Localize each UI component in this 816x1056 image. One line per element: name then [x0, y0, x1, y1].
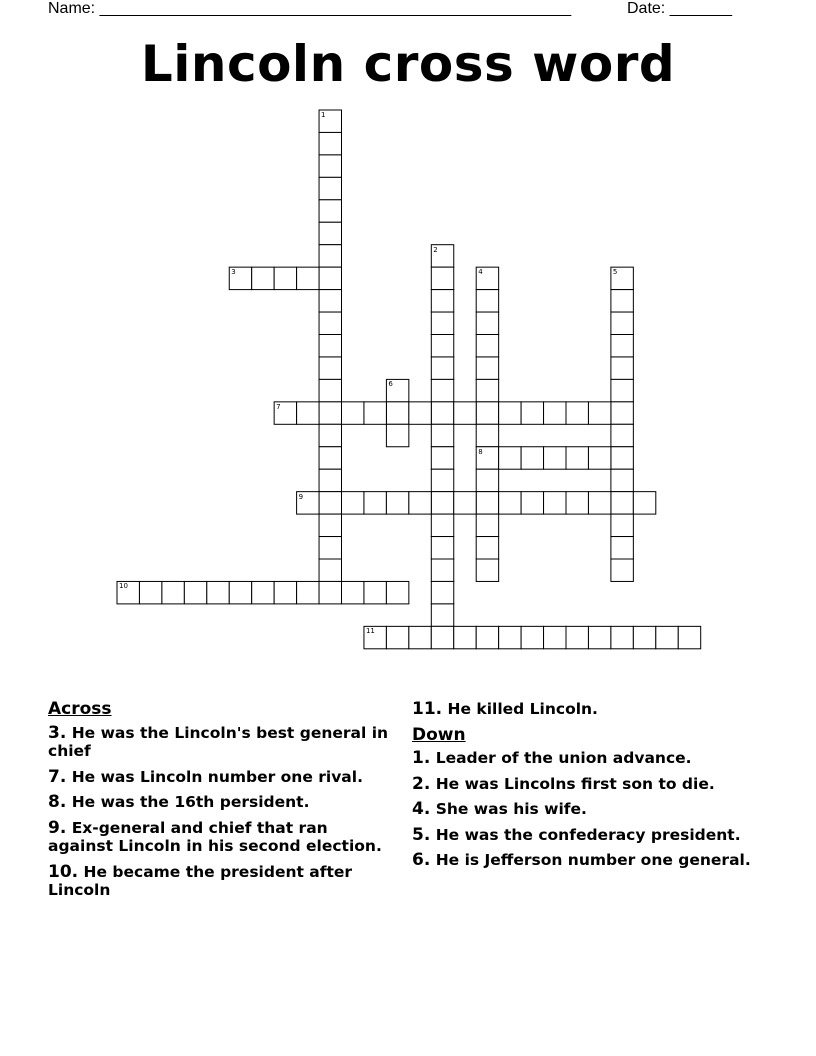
grid-cell[interactable]: [319, 424, 341, 446]
clue-number: 11.: [412, 699, 443, 719]
clue-number-label: 3: [231, 268, 236, 277]
grid-cell[interactable]: [476, 469, 498, 491]
grid-cell[interactable]: [319, 132, 341, 154]
clue-number-label: 7: [276, 402, 281, 411]
clue-number-label: 11: [365, 627, 375, 636]
grid-cell[interactable]: [297, 581, 319, 603]
clue-text: Ex-general and chief that ran against Lincoln in his second election.: [48, 818, 382, 855]
clue-number: 10.: [48, 861, 79, 882]
grid-cell[interactable]: [544, 492, 566, 514]
grid-cell[interactable]: [611, 626, 633, 648]
grid-cell[interactable]: [588, 402, 610, 424]
clue-number-label: 9: [298, 492, 304, 501]
grid-cell[interactable]: [207, 581, 229, 603]
grid-cell[interactable]: [476, 402, 498, 424]
clue-down-5: [412, 826, 757, 845]
grid-cell[interactable]: [611, 335, 633, 357]
grid-cell[interactable]: [611, 357, 633, 379]
grid-cell[interactable]: [611, 424, 633, 446]
clue-across-7: [48, 768, 393, 787]
grid-cell[interactable]: [611, 312, 633, 334]
grid-cell[interactable]: [566, 402, 588, 424]
grid-cell[interactable]: [319, 402, 341, 424]
clue-text: He killed Lincoln.: [442, 700, 598, 718]
clue-number-label: 8: [478, 447, 483, 456]
grid-cell[interactable]: [611, 379, 633, 401]
clues-left-column: [48, 700, 393, 907]
grid-cell[interactable]: [588, 492, 610, 514]
grid-cell[interactable]: [611, 537, 633, 559]
grid-cell[interactable]: [319, 290, 341, 312]
grid-cell[interactable]: [409, 402, 431, 424]
grid-cell[interactable]: [633, 626, 655, 648]
clue-text: He is Jefferson number one general.: [430, 851, 751, 869]
grid-cell[interactable]: [431, 447, 453, 469]
grid-cell[interactable]: [342, 402, 364, 424]
grid-cell[interactable]: [319, 447, 341, 469]
clue-down-6: [412, 851, 757, 870]
clue-down-1: [412, 749, 757, 768]
grid-cell[interactable]: [319, 357, 341, 379]
grid-cell[interactable]: [431, 581, 453, 603]
grid-cell[interactable]: [521, 402, 543, 424]
grid-cell[interactable]: [342, 492, 364, 514]
grid-cell[interactable]: [386, 492, 408, 514]
clue-number-label: 6: [388, 380, 393, 389]
grid-cell[interactable]: [499, 402, 521, 424]
grid-cell[interactable]: [521, 492, 543, 514]
grid-cell[interactable]: [364, 581, 386, 603]
grid-cell[interactable]: [454, 626, 476, 648]
grid-cell[interactable]: [521, 447, 543, 469]
grid-cell[interactable]: [521, 626, 543, 648]
grid-cell[interactable]: [297, 402, 319, 424]
grid-cell[interactable]: [319, 155, 341, 177]
grid-cell[interactable]: [386, 581, 408, 603]
clue-number: 4.: [412, 799, 431, 819]
grid-cell[interactable]: [319, 222, 341, 244]
clue-number: 7.: [48, 766, 67, 787]
grid-cell[interactable]: [319, 312, 341, 334]
clue-number: 5.: [412, 824, 431, 845]
clue-across-9: [48, 819, 393, 856]
grid-cell[interactable]: [319, 267, 341, 289]
grid-cell[interactable]: [476, 514, 498, 536]
grid-cell[interactable]: [319, 492, 341, 514]
page-title: Lincoln cross word: [140, 35, 676, 93]
grid-cell[interactable]: [678, 626, 700, 648]
grid-cell[interactable]: [184, 581, 206, 603]
grid-cell[interactable]: [319, 469, 341, 491]
grid-cell[interactable]: [454, 492, 476, 514]
grid-cell[interactable]: [431, 492, 453, 514]
grid-cell[interactable]: [611, 514, 633, 536]
clue-text: He was the Lincoln's best general in chief: [48, 723, 389, 760]
clue-number: 9.: [48, 817, 67, 838]
grid-cell[interactable]: [297, 267, 319, 289]
grid-cell[interactable]: [476, 626, 498, 648]
grid-cell[interactable]: [431, 424, 453, 446]
grid-cell[interactable]: [476, 290, 498, 312]
clue-text: He became the president after Lincoln: [48, 862, 353, 899]
clue-down-2: [412, 775, 757, 794]
clue-number: 6.: [412, 850, 431, 870]
grid-cell[interactable]: [611, 447, 633, 469]
grid-cell[interactable]: [476, 312, 498, 334]
grid-cell[interactable]: [319, 177, 341, 199]
grid-cell[interactable]: [319, 335, 341, 357]
grid-cell[interactable]: [566, 447, 588, 469]
grid-cell[interactable]: [566, 492, 588, 514]
grid-cell[interactable]: [252, 581, 274, 603]
grid-cell[interactable]: [611, 492, 633, 514]
clue-across-10: [48, 863, 393, 900]
grid-cell[interactable]: [431, 626, 453, 648]
grid-cell[interactable]: [476, 537, 498, 559]
clue-text: He was the 16th persident.: [66, 793, 310, 811]
grid-cell[interactable]: [319, 514, 341, 536]
grid-cell[interactable]: [319, 581, 341, 603]
grid-cell[interactable]: [162, 581, 184, 603]
grid-cell[interactable]: [274, 267, 296, 289]
date-field-label: Date: _______: [627, 0, 732, 17]
grid-cell[interactable]: [499, 492, 521, 514]
clue-text: He was the confederacy president.: [430, 825, 741, 844]
grid-cell[interactable]: [476, 379, 498, 401]
grid-cell[interactable]: [544, 447, 566, 469]
clue-down-4: [412, 800, 757, 819]
grid-cell[interactable]: [274, 581, 296, 603]
grid-cell[interactable]: [139, 581, 161, 603]
clue-text: She was his wife.: [430, 800, 587, 818]
grid-cell[interactable]: [588, 626, 610, 648]
grid-cell[interactable]: [499, 447, 521, 469]
grid-cell[interactable]: [319, 200, 341, 222]
grid-cell[interactable]: [431, 469, 453, 491]
grid-cell[interactable]: [544, 626, 566, 648]
clue-across-3: [48, 724, 393, 761]
clue-number: 2.: [412, 773, 431, 794]
grid-cell[interactable]: [431, 290, 453, 312]
grid-cell[interactable]: [431, 312, 453, 334]
grid-cell[interactable]: [431, 559, 453, 581]
clue-number: 3.: [48, 722, 67, 743]
grid-cell[interactable]: [431, 514, 453, 536]
grid-cell[interactable]: [431, 537, 453, 559]
clues-right-column: [412, 700, 757, 877]
grid-cell[interactable]: [611, 559, 633, 581]
grid-cell[interactable]: [319, 537, 341, 559]
grid-cell[interactable]: [588, 447, 610, 469]
grid-cell[interactable]: [499, 626, 521, 648]
grid-cell[interactable]: [476, 424, 498, 446]
grid-cell[interactable]: [319, 245, 341, 267]
across-heading: Across: [48, 699, 112, 719]
grid-cell[interactable]: [364, 492, 386, 514]
grid-cell[interactable]: [476, 335, 498, 357]
clue-number-label: 5: [612, 268, 618, 277]
grid-cell[interactable]: [431, 604, 453, 626]
grid-cell[interactable]: [611, 290, 633, 312]
grid-cell[interactable]: [476, 357, 498, 379]
grid-cell[interactable]: [431, 357, 453, 379]
grid-cell[interactable]: [476, 559, 498, 581]
clue-across-8: [48, 793, 393, 812]
name-field-label: Name: _____________________________________________________: [48, 0, 572, 17]
grid-cell[interactable]: [611, 402, 633, 424]
grid-cell[interactable]: [431, 335, 453, 357]
clue-text: He was Lincolns first son to die.: [430, 774, 715, 793]
grid-cell[interactable]: [431, 267, 453, 289]
grid-cell[interactable]: [386, 424, 408, 446]
grid-cell[interactable]: [364, 402, 386, 424]
grid-cell[interactable]: [386, 402, 408, 424]
grid-cell[interactable]: [252, 267, 274, 289]
clue-text: Leader of the union advance.: [430, 749, 692, 767]
clue-text: He was Lincoln number one rival.: [66, 767, 363, 786]
clue-number: 1.: [412, 748, 431, 768]
clue-number: 8.: [48, 792, 67, 812]
grid-cell[interactable]: [386, 626, 408, 648]
grid-cell[interactable]: [409, 492, 431, 514]
clue-across-11: [412, 700, 757, 719]
grid-cell[interactable]: [476, 492, 498, 514]
clue-number-label: 2: [433, 245, 438, 254]
clue-number-label: 4: [478, 268, 483, 277]
grid-cell[interactable]: [431, 379, 453, 401]
grid-cell[interactable]: [319, 379, 341, 401]
grid-cell[interactable]: [431, 402, 453, 424]
down-heading: Down: [412, 724, 466, 745]
grid-cell[interactable]: [342, 581, 364, 603]
grid-cell[interactable]: [656, 626, 678, 648]
grid-cell[interactable]: [633, 492, 655, 514]
grid-cell[interactable]: [566, 626, 588, 648]
grid-cell[interactable]: [319, 559, 341, 581]
grid-cell[interactable]: [229, 581, 251, 603]
grid-cell[interactable]: [544, 402, 566, 424]
grid-cell[interactable]: [611, 469, 633, 491]
grid-cell[interactable]: [454, 402, 476, 424]
clue-number-label: 10: [119, 582, 128, 591]
clue-number-label: 1: [321, 111, 326, 119]
grid-cell[interactable]: [409, 626, 431, 648]
